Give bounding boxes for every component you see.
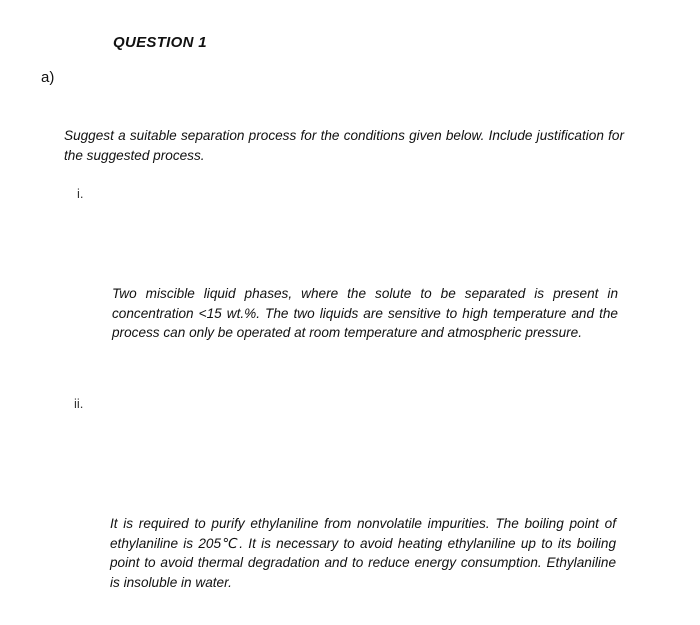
scenario-text-ii: It is required to purify ethylaniline from nonvolatile impurities. The boiling point of ethylaniline is 205℃. It is necessary to avoid heating ethylaniline up to its boiling point to avoid thermal degradation and to reduce energy consumption. Ethylaniline is insoluble in water.	[110, 516, 616, 590]
part-label: a)	[41, 69, 55, 86]
question-title: QUESTION 1	[113, 34, 207, 51]
scenario-text-i: Two miscible liquid phases, where the solute to be separated is present in concentration <15 wt.%. The two liquids are sensitive to high temperature and the process can only be operated at room temperature and atmospheric pressure.	[112, 286, 618, 340]
instruction-text: Suggest a suitable separation process for the conditions given below. Include justification for the suggested process.	[64, 128, 624, 163]
item-label-ii: ii.	[74, 396, 84, 411]
item-label-i: i.	[77, 186, 84, 201]
